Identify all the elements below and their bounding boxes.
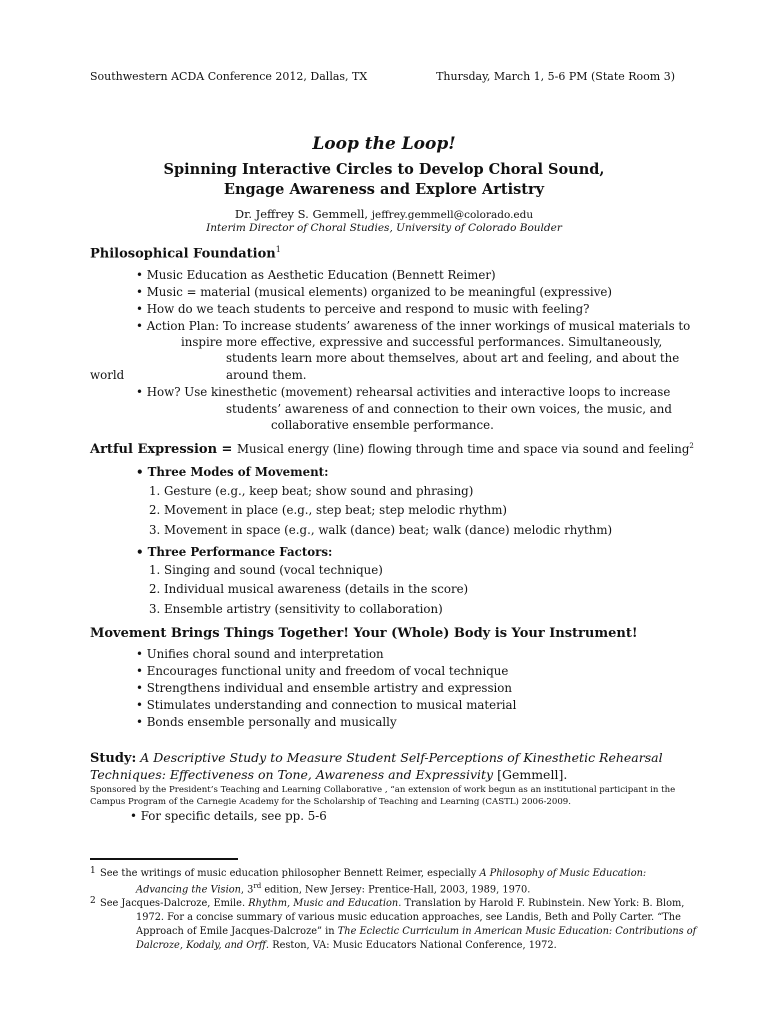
- footnote-text: See the writings of music education philosopher Bennett Reimer, especially: [100, 868, 477, 879]
- bullet-item: • Action Plan: To increase students’ awareness of the inner workings of musical materials to: [136, 319, 691, 333]
- list-item: 1. Singing and sound (vocal technique): [149, 563, 383, 577]
- study-label: Study:: [90, 751, 137, 766]
- footnote-ref: 1: [275, 245, 281, 254]
- list-item: 2. Individual musical awareness (details in the score): [149, 582, 469, 596]
- footnote-number: 1: [90, 866, 96, 876]
- footnote-title: Rhythm, Music and Education.: [248, 898, 402, 909]
- bullet-item: • Strengthens individual and ensemble artistry and expression: [136, 681, 513, 695]
- footnote-2-line-2: 1972. For a concise summary of various music education approaches, see Landis, Beth and Polly Carter. “The: [136, 912, 681, 923]
- list-item: 1. Gesture (e.g., keep beat; show sound and phrasing): [149, 484, 474, 498]
- footnote-number: 2: [90, 896, 96, 906]
- footnote-2-line-3: [136, 926, 696, 937]
- section-heading-movement: Movement Brings Things Together! Your (Whole) Body is Your Instrument!: [90, 626, 638, 641]
- page-title: Loop the Loop!: [312, 134, 456, 154]
- bullet-item: • Music = material (musical elements) organized to be meaningful (expressive): [136, 285, 612, 299]
- footnote-2-line-4: [136, 940, 557, 951]
- bullet-continuation: world: [90, 368, 125, 382]
- footnote-title: Advancing the Vision: [136, 884, 241, 896]
- footnote-title: A Philosophy of Music Education:: [479, 868, 647, 879]
- footnote-text: Approach of Emile Jacques-Dalcroze” in: [136, 926, 335, 937]
- section-heading-artful: [90, 442, 694, 457]
- heading-text: Philosophical Foundation: [90, 246, 276, 262]
- artful-text: [237, 442, 694, 456]
- sponsor-line-1: Sponsored by the President’s Teaching and Learning Collaborative , “an extension of work begun as an institutional participant in the: [90, 785, 676, 795]
- footnote-text: See Jacques-Dalcroze, Emile.: [100, 898, 246, 909]
- footnote-1-line-1: [100, 868, 646, 879]
- footnote-sup: rd: [253, 882, 262, 890]
- subtitle-line-1: Spinning Interactive Circles to Develop Choral Sound,: [163, 161, 605, 178]
- list-item: 2. Movement in place (e.g., step beat; step melodic rhythm): [149, 503, 507, 517]
- study-title-line-2: [90, 767, 567, 782]
- study-title-part-2: Techniques: Effectiveness on Tone, Awareness and Expressivity: [90, 767, 494, 782]
- author-name: Dr. Jeffrey S. Gemmell,: [234, 207, 369, 221]
- author-role: Interim Director of Choral Studies, University of Colorado Boulder: [206, 222, 562, 234]
- footnote-title: Dalcroze, Kodaly, and Orff.: [136, 940, 270, 951]
- footnote-1-line-2: [136, 882, 530, 895]
- bullet-continuation: inspire more effective, expressive and successful performances. Simultaneously,: [181, 335, 663, 349]
- footnote-ref: 2: [689, 442, 694, 451]
- artful-definition: Musical energy (line) flowing through time and space via sound and feeling: [236, 442, 690, 456]
- bullet-item: • Music Education as Aesthetic Education (Bennett Reimer): [136, 268, 496, 282]
- subheading-factors: • Three Performance Factors:: [136, 545, 333, 559]
- bullet-continuation: collaborative ensemble performance.: [271, 418, 494, 432]
- footnote-title: The Eclectic Curriculum in American Music Education: Contributions of: [337, 926, 697, 937]
- footnote-text: Translation by Harold F. Rubinstein. New York: B. Blom,: [404, 898, 685, 909]
- bullet-item: • Stimulates understanding and connection to musical material: [136, 698, 517, 712]
- bullet-continuation: students’ awareness of and connection to their own voices, the music, and: [226, 402, 672, 416]
- author-line: [0, 207, 768, 221]
- bullet-item: • Unifies choral sound and interpretation: [136, 647, 384, 661]
- footnote-text: edition, New Jersey: Prentice-Hall, 2003, 1989, 1970.: [261, 884, 531, 896]
- study-title-line-1: [90, 750, 663, 766]
- footnote-text: , 3: [240, 884, 254, 896]
- heading-text: Artful Expression =: [90, 442, 233, 457]
- subtitle-line-2: Engage Awareness and Explore Artistry: [223, 181, 545, 198]
- header-date: Thursday, March 1, 5-6 PM (State Room 3): [436, 70, 675, 83]
- footnote-2-line-1: [100, 898, 684, 909]
- bullet-item: • For specific details, see pp. 5-6: [130, 809, 327, 823]
- bullet-item: • Encourages functional unity and freedom of vocal technique: [136, 664, 509, 678]
- footnote-divider: [90, 858, 238, 860]
- bullet-continuation: around them.: [226, 368, 307, 382]
- bullet-item: • Bonds ensemble personally and musically: [136, 715, 397, 729]
- subheading-modes: • Three Modes of Movement:: [136, 465, 329, 479]
- footnote-text: Reston, VA: Music Educators National Conference, 1972.: [272, 940, 557, 951]
- bullet-item: • How? Use kinesthetic (movement) rehearsal activities and interactive loops to increase: [136, 385, 671, 399]
- sponsor-line-2: Campus Program of the Carnegie Academy for the Scholarship of Teaching and Learning (CASTL) 2006-2009.: [90, 797, 571, 807]
- bullet-continuation: students learn more about themselves, about art and feeling, and about the: [226, 351, 680, 365]
- header-conference: Southwestern ACDA Conference 2012, Dallas, TX: [90, 70, 368, 83]
- author-email: jeffrey.gemmell@colorado.edu: [371, 209, 534, 221]
- section-heading-philosophical: [90, 245, 281, 261]
- study-title-part-1: A Descriptive Study to Measure Student Self-Perceptions of Kinesthetic Rehearsal: [140, 750, 663, 765]
- study-author: [Gemmell].: [497, 767, 568, 782]
- list-item: 3. Ensemble artistry (sensitivity to collaboration): [149, 602, 443, 616]
- bullet-item: • How do we teach students to perceive and respond to music with feeling?: [136, 302, 590, 316]
- list-item: 3. Movement in space (e.g., walk (dance) beat; walk (dance) melodic rhythm): [149, 523, 613, 537]
